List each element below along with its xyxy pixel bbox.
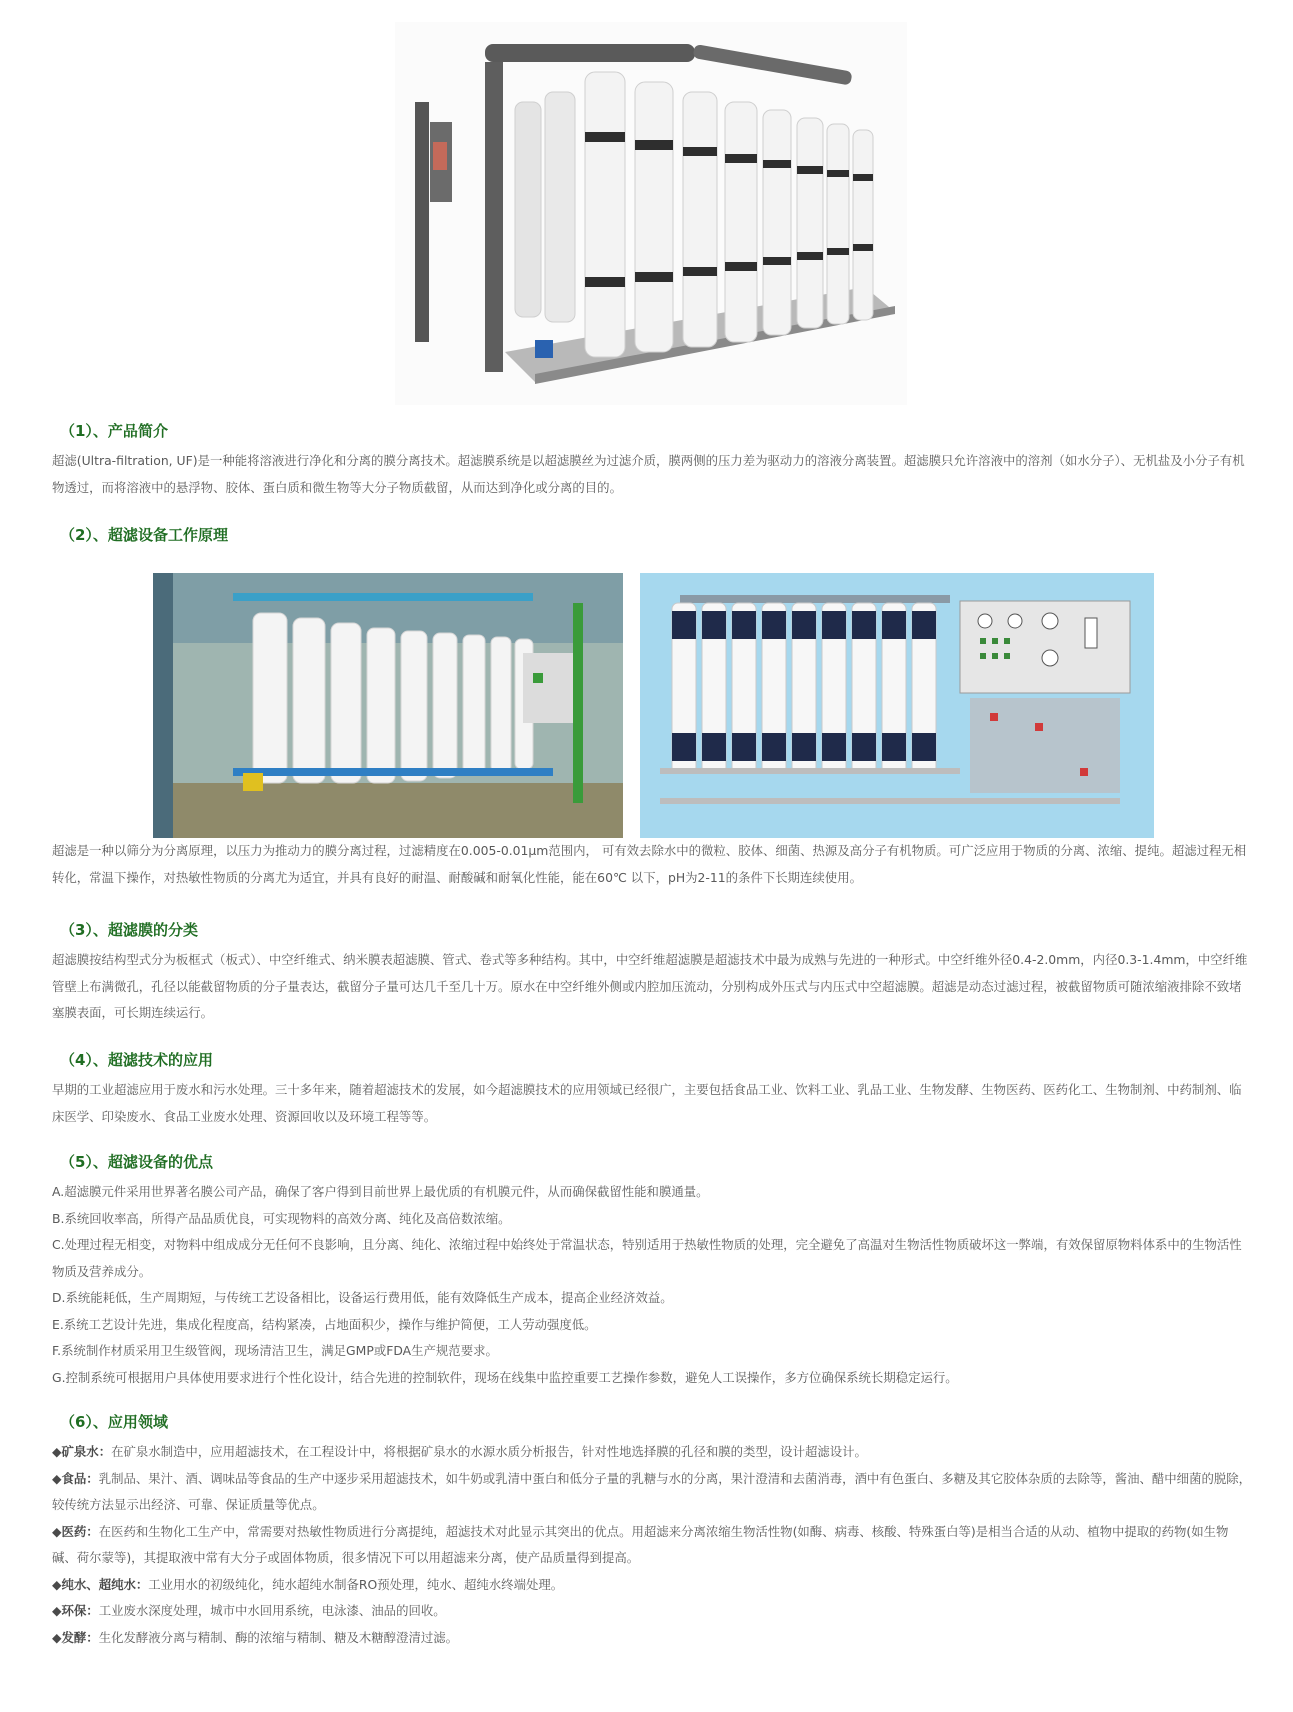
section-title: （2）、超滤设备工作原理: [60, 526, 228, 544]
list-item: A.超滤膜元件采用世界著名膜公司产品，确保了客户得到目前世界上最优质的有机膜元件，从而确保截留性能和膜通量。: [52, 1184, 709, 1199]
factory-installation-photo: [153, 573, 623, 838]
section-title: （5）、超滤设备的优点: [60, 1153, 213, 1171]
list-item: E.系统工艺设计先进，集成化程度高，结构紧凑，占地面积少，操作与维护简便，工人劳动强度低。: [52, 1316, 597, 1332]
field-label: ◆环保：: [52, 1603, 99, 1618]
skid-system-photo: [640, 573, 1154, 838]
field-text: 乳制品、果汁、酒、调味品等食品的生产中逐步采用超滤技术，如牛奶或乳清中蛋白和低分子量的乳糖与水的分离，果汁澄清和去菌消毒，酒中有色蛋白、多糖及其它胶体杂质的去除等，酱油、醋中细菌的脱除，较传统方法显示出经济、可靠、保证质量等优点。: [52, 1470, 1252, 1512]
section-application: [52, 1049, 1252, 1130]
field-label: ◆医药：: [52, 1523, 99, 1539]
list-item: [52, 1572, 1252, 1599]
section-fields: [52, 1411, 1252, 1651]
field-label: ◆发酵：: [52, 1629, 99, 1645]
section-principle: [52, 838, 1252, 891]
field-label: ◆纯水、超纯水：: [52, 1576, 149, 1592]
section-text: 超滤是一种以筛分为分离原理，以压力为推动力的膜分离过程，过滤精度在0.005-0.01μm范围内， 可有效去除水中的微粒、胶体、细菌、热源及高分子有机物质。可广泛应用于物质的分离、浓缩、提纯。超滤过程无相转化，常温下操作，对热敏性物质的分离尤为适宜，并具有良好的耐温、耐酸碱和耐氧化性能，能在60℃ 以下，pH为2-11的条件下长期连续使用。: [52, 843, 1247, 885]
section-text: 超滤膜按结构型式分为板框式（板式）、中空纤维式、纳米膜表超滤膜、管式、卷式等多种结构。其中，中空纤维超滤膜是超滤技术中最为成熟与先进的一种形式。中空纤维外径0.4-2.0mm，内径0.3-1.4mm，中空纤维管壁上布满微孔，孔径以能截留物质的分子量表达，截留分子量可达几千至几十万。原水在中空纤维外侧或内腔加压流动，分别构成外压式与内压式中空超滤膜。超滤是动态过滤过程，被截留物质可随浓缩液排除不致堵塞膜表面，可长期连续运行。: [52, 952, 1248, 1020]
field-text: 工业废水深度处理，城市中水回用系统，电泳漆、油品的回收。: [98, 1603, 446, 1618]
list-item: F.系统制作材质采用卫生级管阀，现场清洁卫生，满足GMP或FDA生产规范要求。: [52, 1343, 498, 1358]
section-title: （4）、超滤技术的应用: [60, 1051, 213, 1069]
field-label: ◆矿泉水：: [52, 1444, 112, 1459]
section-title: （3）、超滤膜的分类: [60, 921, 198, 939]
list-item: C.处理过程无相变，对物料中组成成分无任何不良影响，且分离、纯化、浓缩过程中始终处于常温状态，特别适用于热敏性物质的处理，完全避免了高温对生物活性物质破坏这一弊端，有效保留原物料体系中的生物活性物质及营养成分。: [52, 1237, 1242, 1279]
field-text: 生化发酵液分离与精制、酶的浓缩与精制、糖及木糖醇澄清过滤。: [98, 1629, 459, 1645]
section-title: （6）、应用领域: [60, 1413, 168, 1431]
list-item: [52, 1519, 1252, 1572]
field-text: 在医药和生物化工生产中，常需要对热敏性物质进行分离提纯，超滤技术对此显示其突出的优点。用超滤来分离浓缩生物活性物(如酶、病毒、核酸、特殊蛋白等)是相当合适的从动、植物中提取的药物(如生物碱、荷尔蒙等)，其提取液中常有大分子或固体物质，很多情况下可以用超滤来分离，使产品质量得到提高。: [52, 1523, 1229, 1565]
section-text: 超滤(Ultra-filtration, UF)是一种能将溶液进行净化和分离的膜分离技术。超滤膜系统是以超滤膜丝为过滤介质，膜两侧的压力差为驱动力的溶液分离装置。超滤膜只允许溶液中的溶剂（如水分子）、无机盐及小分子有机物透过，而将溶液中的悬浮物、胶体、蛋白质和微生物等大分子物质截留，从而达到净化或分离的目的。: [52, 453, 1245, 495]
section-title: （1）、产品简介: [60, 422, 168, 440]
list-item: [52, 1466, 1252, 1519]
ultrafiltration-equipment-photo: [395, 22, 907, 405]
list-item: [52, 1439, 1252, 1466]
section-membrane-types: [52, 919, 1252, 1027]
section-text: 早期的工业超滤应用于废水和污水处理。三十多年来，随着超滤技术的发展，如今超滤膜技术的应用领域已经很广，主要包括食品工业、饮料工业、乳品工业、生物发酵、生物医药、医药化工、生物制剂、中药制剂、临床医学、印染废水、食品工业废水处理、资源回收以及环境工程等等。: [52, 1082, 1242, 1124]
section-product-intro: [52, 420, 1252, 501]
section-principle-heading: [52, 524, 1252, 552]
field-label: ◆食品：: [52, 1470, 99, 1486]
list-item: D.系统能耗低，生产周期短，与传统工艺设备相比，设备运行费用低，能有效降低生产成本，提高企业经济效益。: [52, 1290, 673, 1305]
field-text: 在矿泉水制造中，应用超滤技术，在工程设计中，将根据矿泉水的水源水质分析报告，针对性地选择膜的孔径和膜的类型，设计超滤设计。: [111, 1444, 867, 1459]
list-item: [52, 1625, 1252, 1652]
list-item: [52, 1598, 1252, 1625]
list-item: B.系统回收率高，所得产品品质优良，可实现物料的高效分离、纯化及高倍数浓缩。: [52, 1210, 511, 1226]
section-advantages: [52, 1151, 1252, 1391]
field-text: 工业用水的初级纯化，纯水超纯水制备RO预处理，纯水、超纯水终端处理。: [148, 1576, 564, 1592]
list-item: G.控制系统可根据用户具体使用要求进行个性化设计，结合先进的控制软件，现场在线集中监控重要工艺操作参数，避免人工误操作，多方位确保系统长期稳定运行。: [52, 1369, 958, 1385]
